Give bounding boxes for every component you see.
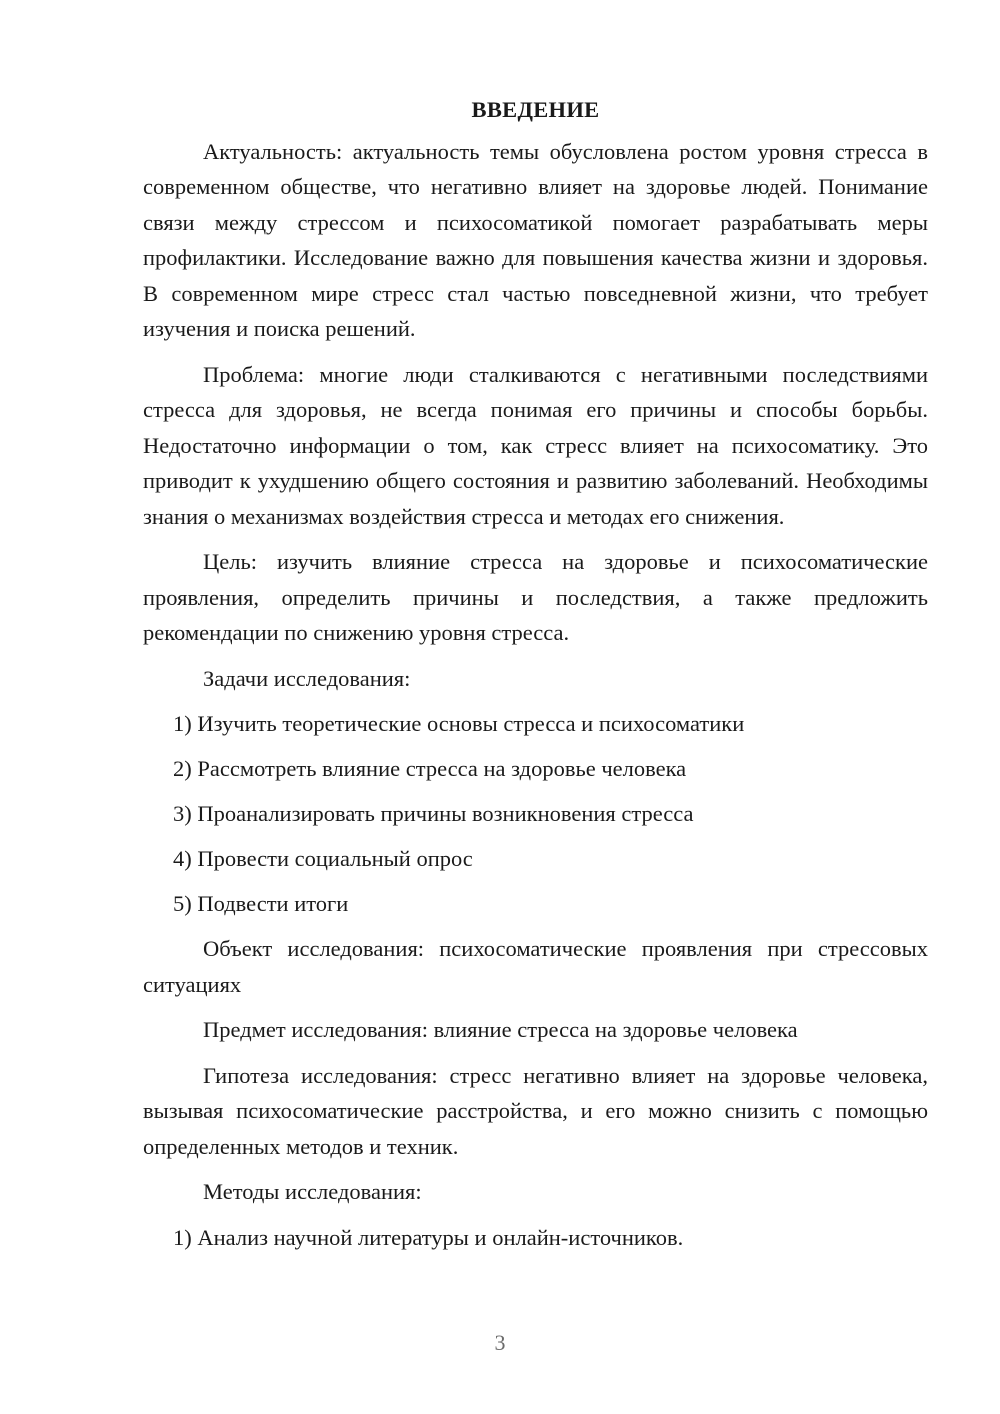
subject-paragraph: Предмет исследования: влияние стресса на здоровье человека [203, 1017, 798, 1042]
hypothesis-paragraph: Гипотеза исследования: стресс негативно влияет на здоровье человека, вызывая психосоматические расстройства, и его можно снизить с помощью определенных методов и техник. [143, 1062, 928, 1159]
tasks-list [143, 706, 928, 922]
method-item-1: 1) Анализ научной литературы и онлайн-источников. [173, 1224, 684, 1250]
object-paragraph: Объект исследования: психосоматические проявления при стрессовых ситуациях [143, 936, 928, 997]
problem-paragraph: Проблема: многие люди сталкиваются с негативными последствиями стресса для здоровья, не всегда понимая его причины и способы борьбы. Недостаточно информации о том, как стресс влияет на психосоматику. Это приводит к ухудшению общего состояния и развитию заболеваний. Необходимы знания о механизмах воздействия стресса и методах его снижения. [143, 361, 928, 529]
methods-list [143, 1220, 928, 1256]
task-item-1: 1) Изучить теоретические основы стресса и психосоматики [173, 711, 745, 736]
tasks-heading: Задачи исследования: [203, 665, 411, 691]
section-title: ВВЕДЕНИЕ [471, 97, 600, 122]
methods-heading: Методы исследования: [203, 1179, 422, 1204]
task-item-5: 5) Подвести итоги [173, 891, 349, 916]
relevance-paragraph: Актуальность: актуальность темы обусловлена ростом уровня стресса в современном обществе, что негативно влияет на здоровье людей. Понимание связи между стрессом и психосоматикой помогает разрабатывать меры профилактики. Исследование важно для повышения качества жизни и здоровья. В современном мире стресс стал частью повседневной жизни, что требует изучения и поиска решений. [143, 138, 928, 341]
document-page [143, 92, 928, 1265]
task-item-4: 4) Провести социальный опрос [173, 846, 473, 871]
page-number: 3 [494, 1330, 506, 1355]
goal-paragraph: Цель: изучить влияние стресса на здоровье и психосоматические проявления, определить причины и последствия, а также предложить рекомендации по снижению уровня стресса. [143, 549, 928, 645]
task-item-3: 3) Проанализировать причины возникновения стресса [173, 801, 694, 826]
task-item-2: 2) Рассмотреть влияние стресса на здоровье человека [173, 756, 687, 781]
